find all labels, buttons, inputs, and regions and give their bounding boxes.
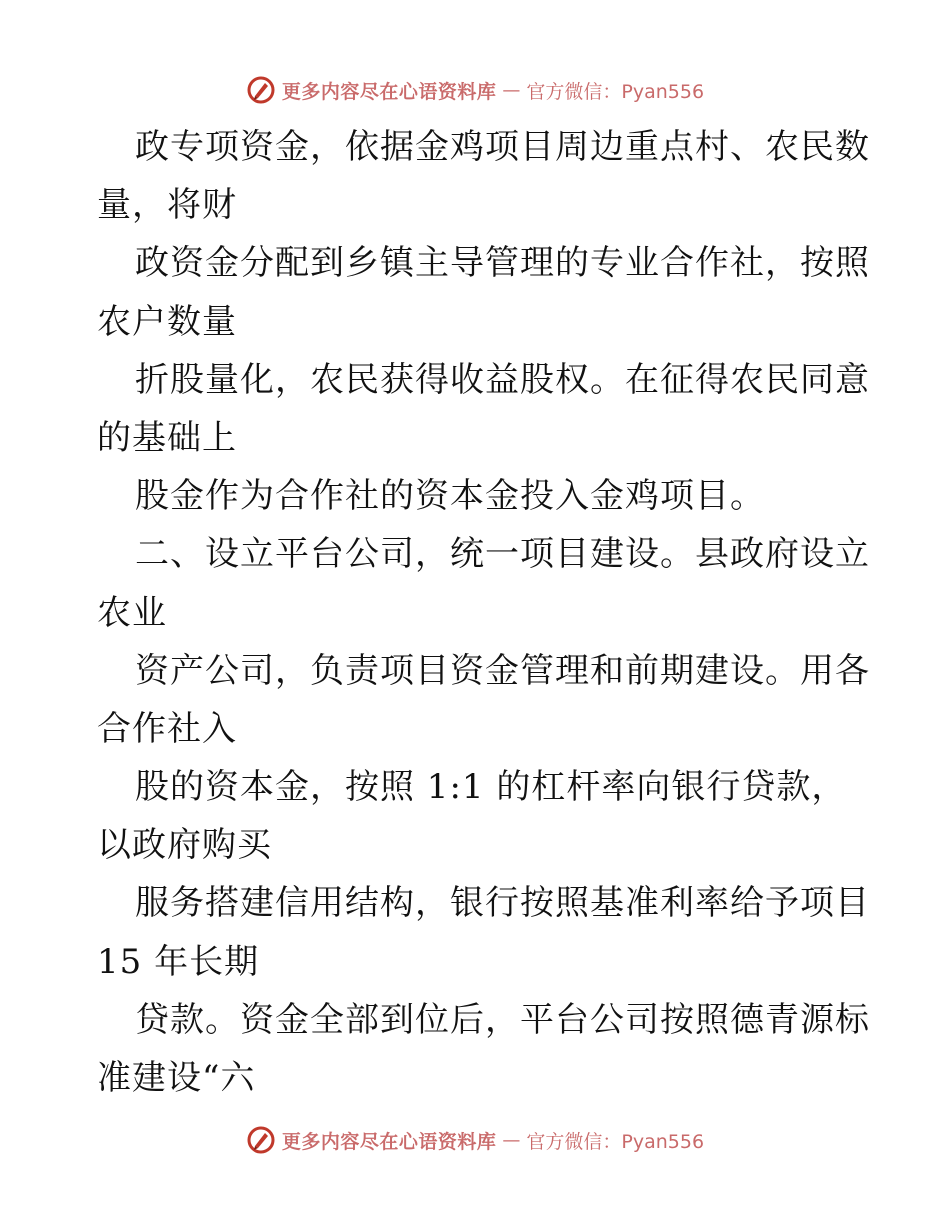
banner-separator: —: [502, 79, 521, 101]
body-line: 农户数量: [97, 301, 237, 342]
body-line: 股金作为合作社的资本金投入金鸡项目。: [135, 476, 765, 517]
body-line: 以政府购买: [97, 825, 272, 866]
document-body: [97, 118, 870, 1107]
body-line: 的基础上: [97, 417, 237, 458]
body-line: 服务搭建信用结构，银行按照基准利率给予项目: [135, 883, 870, 924]
footer-banner: [0, 1120, 950, 1160]
header-banner: [0, 70, 950, 110]
body-line: 准建设“六: [97, 1058, 256, 1098]
body-line: 合作社入: [97, 708, 237, 749]
body-line: 资产公司，负责项目资金管理和前期建设。用各: [135, 650, 870, 691]
body-line: 股的资本金，按照 1:1 的杠杆率向银行贷款，: [135, 767, 847, 808]
pen-logo-icon: [246, 75, 276, 105]
body-line: 二、设立平台公司，统一项目建设。县政府设立: [135, 534, 870, 575]
banner-brand-text: 更多内容尽在心语资料库: [281, 1130, 497, 1153]
body-line: 量，将财: [97, 185, 237, 226]
body-line: 贷款。资金全部到位后，平台公司按照德青源标: [135, 999, 870, 1040]
body-line: 农业: [97, 592, 167, 633]
banner-wechat-text: 官方微信：Pyan556: [526, 80, 705, 103]
banner-brand-text: 更多内容尽在心语资料库: [281, 80, 497, 103]
body-line: 15 年长期: [97, 941, 260, 982]
banner-wechat-text: 官方微信：Pyan556: [526, 1130, 705, 1153]
pen-logo-icon: [246, 1125, 276, 1155]
body-line: 折股量化，农民获得收益股权。在征得农民同意: [135, 359, 870, 400]
body-line: 政专项资金，依据金鸡项目周边重点村、农民数: [135, 127, 870, 167]
banner-separator: —: [502, 1129, 521, 1151]
body-line: 政资金分配到乡镇主导管理的专业合作社，按照: [135, 243, 870, 284]
